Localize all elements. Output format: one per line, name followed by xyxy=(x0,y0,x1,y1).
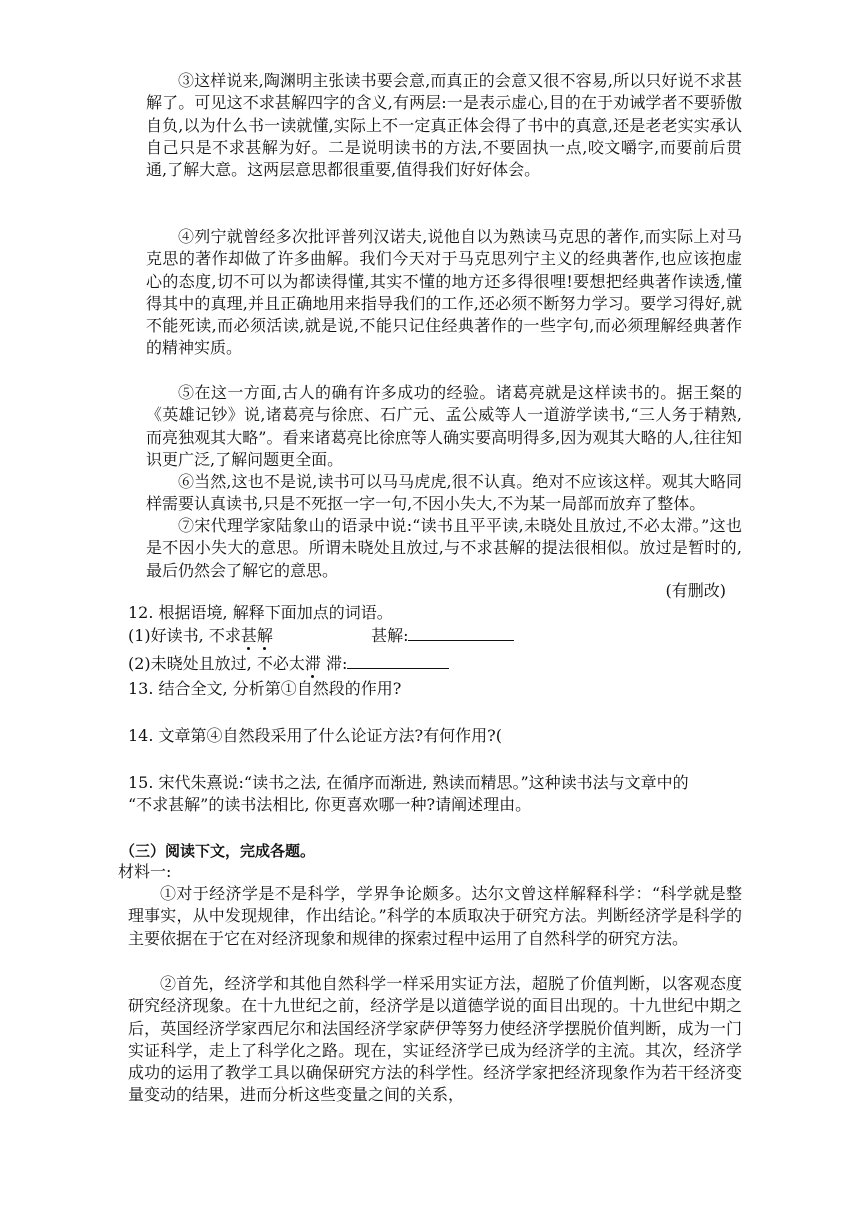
section-heading: （三）阅读下文，完成各题。 xyxy=(120,842,316,860)
dotted-char: 甚 xyxy=(240,626,257,645)
material-paragraph-2: ②首先，经济学和其他自然科学一样采用实证方法，超脱了价值判断，以客观态度研究经济现象。在十九世纪之前，经济学是以道德学说的面目出现的。十九世纪中期之后，英国经济学家西尼尔和法国经济学家萨伊等努力使经济学摆脱价值判断，成为一门实证科学，走上了科学化之路。现在，实证经济学已成为经济学的主流。其次，经济学成功的运用了教学工具以确保研究方法的科学性。经济学家把经济现象作为若干经济变量变动的结果，进而分析这些变量之间的关系， xyxy=(128,974,742,1105)
answer-blank[interactable] xyxy=(408,624,514,641)
material-label: 材料一: xyxy=(118,862,172,881)
question-14: 14. 文章第④自然段采用了什么论证方法?有何作用?( xyxy=(128,726,502,745)
paragraph-4: ④列宁就曾经多次批评普列汉诺夫,说他自以为熟读马克思的著作,而实际上对马克思的著作却做了许多曲解。我们今天对于马克思列宁主义的经典著作,也应该抱虚心的态度,切不可以为都读得懂,其实不懂的地方还多得很哩!要想把经典著作读透,懂得其中的真理,并且正确地用来指导我们的工作,还必须不断努力学习。要学习得好,就不能死读,而必须活读,就是说,不能只记住经典著作的一些字句,而必须理解经典著作的精神实质。 xyxy=(146,227,742,358)
q12-1-text: (1)好读书, 不求 xyxy=(128,626,241,645)
question-12: 12. 根据语境, 解释下面加点的词语。 xyxy=(128,603,393,622)
q12-2-text: (2)未晓处且放过, 不必太 xyxy=(128,654,305,673)
source-note: (有删改) xyxy=(665,581,726,600)
paragraph-6: ⑥当然,这也不是说,读书可以马马虎虎,很不认真。绝对不应该这样。观其大略同样需要认真读书,只是不死抠一字一句,不因小失大,不为某一局部而放弃了整体。 xyxy=(146,472,742,514)
answer-blank[interactable] xyxy=(347,652,449,669)
question-13: 13. 结合全文, 分析第①自然段的作用? xyxy=(128,679,402,698)
paragraph-3: ③这样说来,陶渊明主张读书要会意,而真正的会意又很不容易,所以只好说不求甚解了。可见这不求甚解四字的含义,有两层:一是表示虚心,目的在于劝诫学者不要骄傲自负,以为什么书一读就懂,实际上不一定真正体会得了书中的真意,还是老老实实承认自己只是不求甚解为好。二是说明读书的方法,不要固执一点,咬文嚼字,而要前后贯通,了解大意。这两层意思都很重要,值得我们好好体会。 xyxy=(146,71,742,180)
paragraph-5: ⑤在这一方面,古人的确有许多成功的经验。诸葛亮就是这样读书的。据王粲的《英雄记钞》说,诸葛亮与徐庶、石广元、孟公威等人一道游学读书,“三人务于精熟,而亮独观其大略”。看来诸葛亮比徐庶等人确实要高明得多,因为观其大略的人,往往知识更广泛,了解问题更全面。 xyxy=(146,383,742,469)
question-15-line-2: “不求甚解”的读书法相比, 你更喜欢哪一种?请阐述理由。 xyxy=(128,795,532,814)
dotted-char: 滞 xyxy=(304,654,321,673)
q12-2-label: 滞: xyxy=(320,654,348,673)
question-12-1 xyxy=(128,624,514,647)
question-15-line-1: 15. 宋代朱熹说:“读书之法, 在循序而渐进, 熟读而精思。”这种读书法与文章中的 xyxy=(128,773,689,792)
q12-1-label: 甚解: xyxy=(371,626,409,645)
question-12-2 xyxy=(128,652,449,675)
material-paragraph-1: ①对于经济学是不是科学，学界争论颇多。达尔文曾这样解释科学：“科学就是整理事实，从中发现规律，作出结论。”科学的本质取决于研究方法。判断经济学是科学的主要依据在于它在对经济现象和规律的探索过程中运用了自然科学的研究方法。 xyxy=(128,884,742,948)
dotted-char: 解 xyxy=(256,626,273,645)
paragraph-7: ⑦宋代理学家陆象山的语录中说:“读书且平平读,未晓处且放过,不必太滞。”这也是不因小失大的意思。所谓未晓处且放过,与不求甚解的提法很相似。放过是暂时的,最后仍然会了解它的意思。 xyxy=(146,516,742,580)
